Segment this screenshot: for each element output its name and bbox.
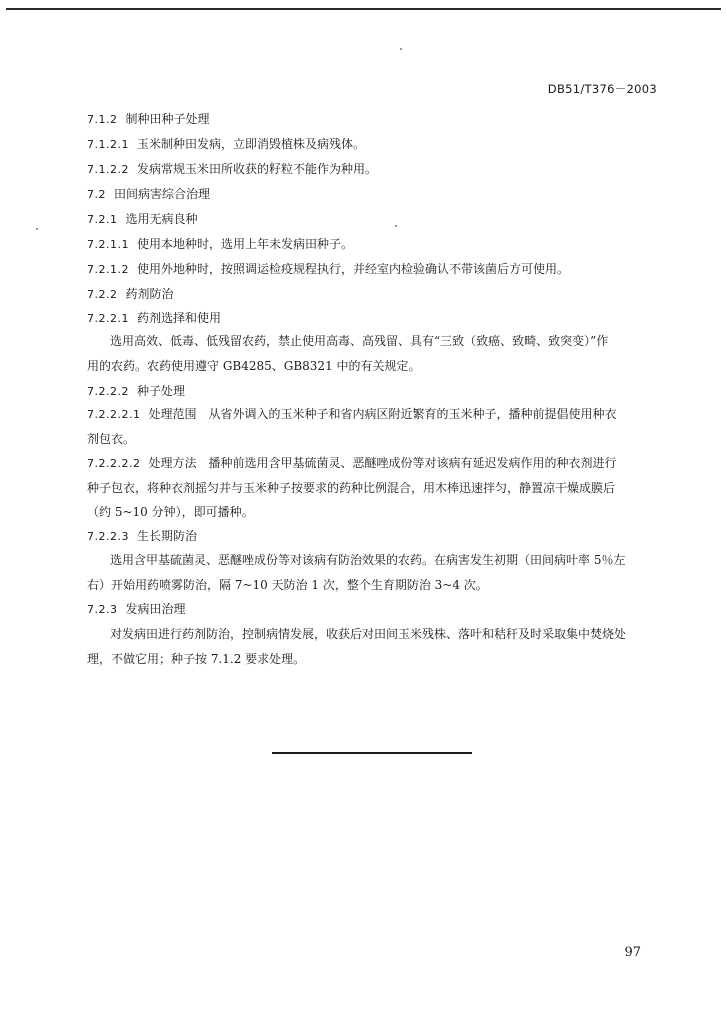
paragraph-line: 种子包衣，将种衣剂摇匀并与玉米种子按要求的药种比例混合，用木棒迅速拌匀，静置凉干燥成膜后 [87, 481, 616, 495]
section-7-1-2: 7.1.2 制种田种子处理 [87, 112, 210, 126]
clause-7-2-2-3: 7.2.2.3 生长期防治 [87, 529, 197, 543]
clause-7-2-1-2: 7.2.1.2 使用外地种时，按照调运检疫规程执行，并经室内检验确认不带该菌后方可使用。 [87, 262, 569, 276]
scan-speck [36, 228, 38, 230]
section-7-2-3: 7.2.3 发病田治理 [87, 602, 186, 616]
section-7-2: 7.2 田间病害综合治理 [87, 187, 211, 201]
paragraph-line: 选用高效、低毒、低残留农药，禁止使用高毒、高残留、具有“三致（致癌、致畸、致突变）”作 [110, 334, 609, 348]
clause-7-2-1-1: 7.2.1.1 使用本地种时，选用上年未发病田种子。 [87, 237, 353, 251]
clause-7-1-2-2: 7.1.2.2 发病常规玉米田所收获的籽粒不能作为种用。 [87, 162, 377, 176]
paragraph-line: 右）开始用药喷雾防治，隔 7~10 天防治 1 次，整个生育期防治 3~4 次。 [87, 578, 488, 592]
paragraph-line: 选用含甲基硫菌灵、恶醚唑成份等对该病有防治效果的农药。在病害发生初期（田间病叶率 5％左 [110, 553, 626, 567]
clause-7-2-2-2: 7.2.2.2 种子处理 [87, 384, 185, 398]
scan-speck [395, 225, 397, 227]
top-border-line [6, 8, 721, 10]
paragraph-line: 对发病田进行药剂防治，控制病情发展，收获后对田间玉米残株、落叶和秸秆及时采取集中焚烧处 [110, 627, 627, 641]
paragraph-line: 用的农药。农药使用遵守 GB4285、GB8321 中的有关规定。 [87, 359, 421, 373]
section-7-2-1: 7.2.1 选用无病良种 [87, 212, 198, 226]
clause-7-1-2-1: 7.1.2.1 玉米制种田发病，立即消毁植株及病残体。 [87, 137, 365, 151]
paragraph-line: （约 5~10 分钟），即可播种。 [87, 505, 254, 519]
clause-7-2-2-2-1: 7.2.2.2.1 处理范围 从省外调入的玉米种子和省内病区附近繁育的玉米种子，播种前提倡使用种衣 [87, 407, 617, 421]
paragraph-line: 理，不做它用；种子按 7.1.2 要求处理。 [87, 652, 306, 666]
clause-7-2-2-2-2: 7.2.2.2.2 处理方法 播种前选用含甲基硫菌灵、恶醚唑成份等对该病有延迟发病作用的种衣剂进行 [87, 456, 617, 470]
page-number: 97 [624, 945, 641, 960]
scan-speck [400, 48, 402, 50]
clause-7-2-2-1: 7.2.2.1 药剂选择和使用 [87, 311, 221, 325]
section-7-2-2: 7.2.2 药剂防治 [87, 287, 174, 301]
paragraph-line: 剂包衣。 [87, 432, 136, 446]
end-of-text-rule [272, 752, 472, 754]
standard-code: DB51/T376－2003 [547, 82, 657, 96]
